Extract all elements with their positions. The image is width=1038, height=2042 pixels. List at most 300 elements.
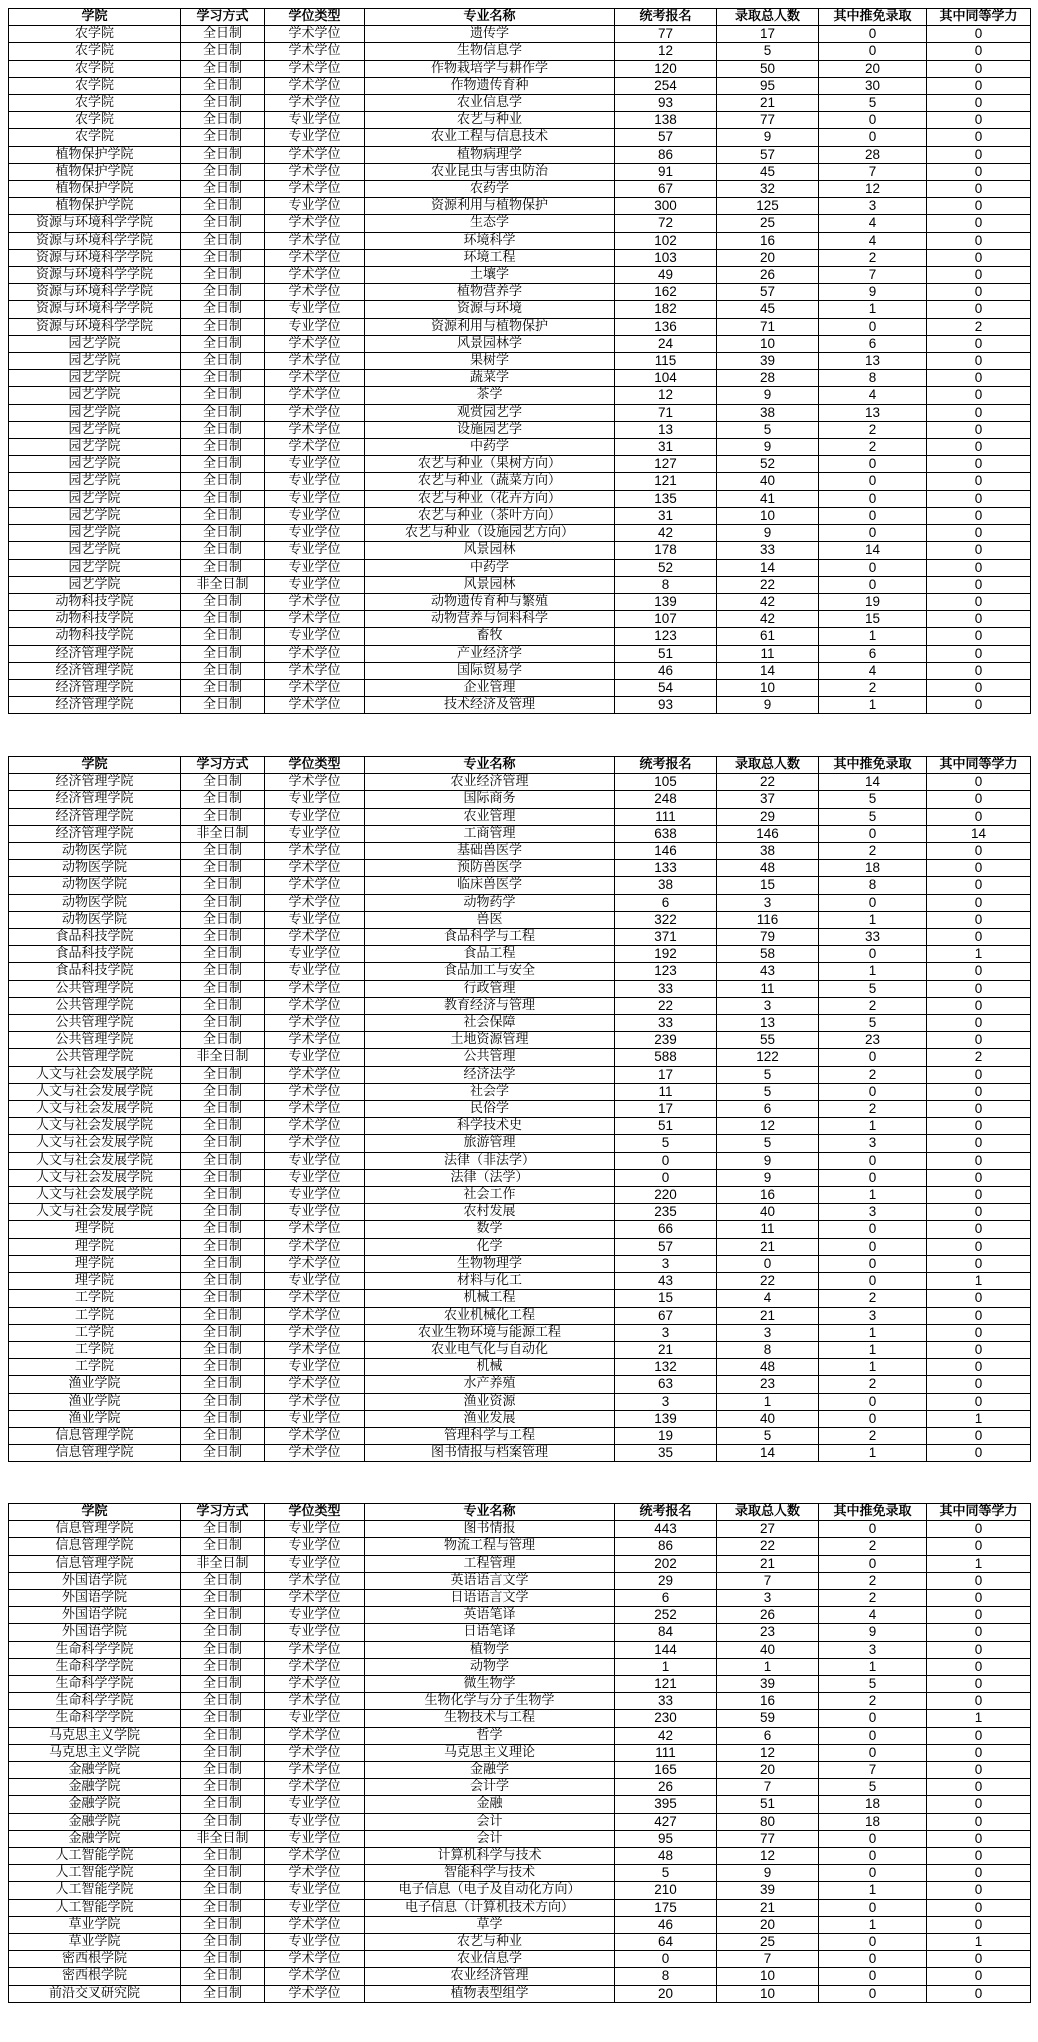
study-mode-cell: 全日制 — [181, 997, 265, 1014]
major-name-cell: 土地资源管理 — [365, 1032, 615, 1049]
table-row — [9, 1985, 1031, 2002]
degree-type-cell: 学术学位 — [265, 662, 365, 679]
study-mode-cell: 非全日制 — [181, 576, 265, 593]
college-cell: 资源与环境科学学院 — [9, 215, 181, 232]
table-row — [9, 1624, 1031, 1641]
equivalent-cell: 0 — [927, 1538, 1031, 1555]
study-mode-cell: 全日制 — [181, 181, 265, 198]
admission-table-3 — [8, 1503, 1031, 2003]
major-name-cell: 环境工程 — [365, 249, 615, 266]
recommended-cell: 5 — [819, 791, 927, 808]
table-row — [9, 1015, 1031, 1032]
admitted-total-cell: 125 — [717, 198, 819, 215]
admitted-total-cell: 77 — [717, 112, 819, 129]
major-name-cell: 生物信息学 — [365, 43, 615, 60]
college-cell: 公共管理学院 — [9, 997, 181, 1014]
table-row — [9, 1848, 1031, 1865]
applicants-cell: 107 — [615, 611, 717, 628]
major-name-cell: 智能科学与技术 — [365, 1865, 615, 1882]
study-mode-cell: 全日制 — [181, 1135, 265, 1152]
equivalent-cell: 0 — [927, 1187, 1031, 1204]
admitted-total-cell: 26 — [717, 267, 819, 284]
applicants-cell: 35 — [615, 1445, 717, 1462]
major-name-cell: 社会保障 — [365, 1015, 615, 1032]
recommended-cell: 4 — [819, 662, 927, 679]
major-name-cell: 法律（法学） — [365, 1169, 615, 1186]
recommended-cell: 0 — [819, 1934, 927, 1951]
applicants-cell: 15 — [615, 1290, 717, 1307]
table-block-1 — [8, 8, 1030, 714]
major-name-cell: 机械工程 — [365, 1290, 615, 1307]
table-row — [9, 1968, 1031, 1985]
degree-type-cell: 专业学位 — [265, 1538, 365, 1555]
study-mode-cell: 全日制 — [181, 490, 265, 507]
study-mode-cell: 全日制 — [181, 1934, 265, 1951]
applicants-cell: 8 — [615, 1968, 717, 1985]
applicants-cell: 395 — [615, 1796, 717, 1813]
equivalent-cell: 0 — [927, 95, 1031, 112]
study-mode-cell: 全日制 — [181, 662, 265, 679]
applicants-cell: 46 — [615, 1916, 717, 1933]
college-cell: 公共管理学院 — [9, 980, 181, 997]
column-header-degree-type: 学位类型 — [265, 9, 365, 26]
major-name-cell: 环境科学 — [365, 232, 615, 249]
degree-type-cell: 专业学位 — [265, 473, 365, 490]
table-row — [9, 1359, 1031, 1376]
table-row — [9, 232, 1031, 249]
study-mode-cell: 全日制 — [181, 1015, 265, 1032]
recommended-cell: 0 — [819, 1521, 927, 1538]
college-cell: 工学院 — [9, 1324, 181, 1341]
column-header-college: 学院 — [9, 9, 181, 26]
recommended-cell: 18 — [819, 1813, 927, 1830]
college-cell: 植物保护学院 — [9, 163, 181, 180]
major-name-cell: 微生物学 — [365, 1676, 615, 1693]
table-row — [9, 77, 1031, 94]
admitted-total-cell: 7 — [717, 1572, 819, 1589]
degree-type-cell: 学术学位 — [265, 1676, 365, 1693]
major-name-cell: 日语语言文学 — [365, 1590, 615, 1607]
equivalent-cell: 0 — [927, 267, 1031, 284]
study-mode-cell: 全日制 — [181, 774, 265, 791]
admitted-total-cell: 5 — [717, 43, 819, 60]
admitted-total-cell: 9 — [717, 1865, 819, 1882]
study-mode-cell: 全日制 — [181, 95, 265, 112]
degree-type-cell: 学术学位 — [265, 249, 365, 266]
college-cell: 人文与社会发展学院 — [9, 1101, 181, 1118]
recommended-cell: 33 — [819, 929, 927, 946]
admitted-total-cell: 33 — [717, 542, 819, 559]
applicants-cell: 239 — [615, 1032, 717, 1049]
major-name-cell: 管理科学与工程 — [365, 1427, 615, 1444]
equivalent-cell: 0 — [927, 181, 1031, 198]
study-mode-cell: 全日制 — [181, 129, 265, 146]
college-cell: 信息管理学院 — [9, 1427, 181, 1444]
degree-type-cell: 学术学位 — [265, 146, 365, 163]
applicants-cell: 51 — [615, 645, 717, 662]
table-row — [9, 1118, 1031, 1135]
recommended-cell: 2 — [819, 1590, 927, 1607]
study-mode-cell: 全日制 — [181, 1762, 265, 1779]
admitted-total-cell: 9 — [717, 697, 819, 714]
study-mode-cell: 全日制 — [181, 1341, 265, 1358]
study-mode-cell: 全日制 — [181, 1985, 265, 2002]
equivalent-cell: 0 — [927, 1290, 1031, 1307]
recommended-cell: 12 — [819, 181, 927, 198]
degree-type-cell: 专业学位 — [265, 1813, 365, 1830]
table-row — [9, 645, 1031, 662]
admitted-total-cell: 6 — [717, 1101, 819, 1118]
study-mode-cell: 全日制 — [181, 112, 265, 129]
degree-type-cell: 学术学位 — [265, 877, 365, 894]
recommended-cell: 3 — [819, 1204, 927, 1221]
study-mode-cell: 全日制 — [181, 1521, 265, 1538]
study-mode-cell: 全日制 — [181, 43, 265, 60]
degree-type-cell: 学术学位 — [265, 1951, 365, 1968]
table-row — [9, 911, 1031, 928]
applicants-cell: 5 — [615, 1865, 717, 1882]
college-cell: 人文与社会发展学院 — [9, 1118, 181, 1135]
applicants-cell: 17 — [615, 1066, 717, 1083]
equivalent-cell: 0 — [927, 1359, 1031, 1376]
equivalent-cell: 1 — [927, 1273, 1031, 1290]
admitted-total-cell: 50 — [717, 60, 819, 77]
college-cell: 生命科学学院 — [9, 1676, 181, 1693]
applicants-cell: 123 — [615, 628, 717, 645]
recommended-cell: 4 — [819, 232, 927, 249]
degree-type-cell: 专业学位 — [265, 490, 365, 507]
equivalent-cell: 0 — [927, 370, 1031, 387]
column-header-recommended: 其中推免录取 — [819, 757, 927, 774]
applicants-cell: 210 — [615, 1882, 717, 1899]
equivalent-cell: 0 — [927, 77, 1031, 94]
table-row — [9, 129, 1031, 146]
recommended-cell: 0 — [819, 318, 927, 335]
admitted-total-cell: 12 — [717, 1744, 819, 1761]
recommended-cell: 0 — [819, 1083, 927, 1100]
study-mode-cell: 全日制 — [181, 1848, 265, 1865]
study-mode-cell: 全日制 — [181, 1083, 265, 1100]
table-row — [9, 318, 1031, 335]
major-name-cell: 教育经济与管理 — [365, 997, 615, 1014]
major-name-cell: 农业昆虫与害虫防治 — [365, 163, 615, 180]
applicants-cell: 19 — [615, 1427, 717, 1444]
recommended-cell: 0 — [819, 1848, 927, 1865]
equivalent-cell: 0 — [927, 662, 1031, 679]
equivalent-cell: 0 — [927, 1238, 1031, 1255]
admitted-total-cell: 9 — [717, 129, 819, 146]
admitted-total-cell: 61 — [717, 628, 819, 645]
major-name-cell: 金融 — [365, 1796, 615, 1813]
degree-type-cell: 学术学位 — [265, 774, 365, 791]
admitted-total-cell: 12 — [717, 1118, 819, 1135]
table-row — [9, 1693, 1031, 1710]
study-mode-cell: 全日制 — [181, 1290, 265, 1307]
college-cell: 工学院 — [9, 1341, 181, 1358]
major-name-cell: 农业生物环境与能源工程 — [365, 1324, 615, 1341]
degree-type-cell: 专业学位 — [265, 576, 365, 593]
degree-type-cell: 学术学位 — [265, 980, 365, 997]
equivalent-cell: 0 — [927, 1324, 1031, 1341]
degree-type-cell: 学术学位 — [265, 284, 365, 301]
applicants-cell: 43 — [615, 1273, 717, 1290]
applicants-cell: 133 — [615, 860, 717, 877]
table-header-row — [9, 757, 1031, 774]
college-cell: 人工智能学院 — [9, 1899, 181, 1916]
degree-type-cell: 专业学位 — [265, 946, 365, 963]
college-cell: 资源与环境科学学院 — [9, 318, 181, 335]
study-mode-cell: 全日制 — [181, 1607, 265, 1624]
equivalent-cell: 0 — [927, 1204, 1031, 1221]
admitted-total-cell: 5 — [717, 421, 819, 438]
recommended-cell: 28 — [819, 146, 927, 163]
study-mode-cell: 全日制 — [181, 387, 265, 404]
equivalent-cell: 0 — [927, 963, 1031, 980]
major-name-cell: 植物病理学 — [365, 146, 615, 163]
applicants-cell: 123 — [615, 963, 717, 980]
college-cell: 农学院 — [9, 43, 181, 60]
study-mode-cell: 全日制 — [181, 860, 265, 877]
degree-type-cell: 学术学位 — [265, 1032, 365, 1049]
major-name-cell: 计算机科学与技术 — [365, 1848, 615, 1865]
applicants-cell: 1 — [615, 1658, 717, 1675]
applicants-cell: 33 — [615, 1693, 717, 1710]
major-name-cell: 基础兽医学 — [365, 843, 615, 860]
table-row — [9, 387, 1031, 404]
degree-type-cell: 专业学位 — [265, 791, 365, 808]
equivalent-cell: 0 — [927, 1744, 1031, 1761]
equivalent-cell: 0 — [927, 1066, 1031, 1083]
recommended-cell: 5 — [819, 1676, 927, 1693]
column-header-degree-type: 学位类型 — [265, 757, 365, 774]
table-row — [9, 1187, 1031, 1204]
study-mode-cell: 全日制 — [181, 1572, 265, 1589]
major-name-cell: 科学技术史 — [365, 1118, 615, 1135]
equivalent-cell: 2 — [927, 318, 1031, 335]
equivalent-cell: 0 — [927, 1169, 1031, 1186]
degree-type-cell: 学术学位 — [265, 95, 365, 112]
equivalent-cell: 0 — [927, 877, 1031, 894]
admitted-total-cell: 48 — [717, 1359, 819, 1376]
admitted-total-cell: 79 — [717, 929, 819, 946]
applicants-cell: 120 — [615, 60, 717, 77]
study-mode-cell: 全日制 — [181, 1238, 265, 1255]
table-row — [9, 576, 1031, 593]
recommended-cell: 30 — [819, 77, 927, 94]
major-name-cell: 农艺与种业（果树方向） — [365, 456, 615, 473]
major-name-cell: 蔬菜学 — [365, 370, 615, 387]
applicants-cell: 371 — [615, 929, 717, 946]
major-name-cell: 农艺与种业（设施园艺方向） — [365, 525, 615, 542]
study-mode-cell: 全日制 — [181, 791, 265, 808]
recommended-cell: 1 — [819, 301, 927, 318]
recommended-cell: 2 — [819, 1538, 927, 1555]
degree-type-cell: 学术学位 — [265, 1985, 365, 2002]
study-mode-cell: 全日制 — [181, 232, 265, 249]
admitted-total-cell: 15 — [717, 877, 819, 894]
recommended-cell: 0 — [819, 1985, 927, 2002]
degree-type-cell: 学术学位 — [265, 1968, 365, 1985]
major-name-cell: 农业工程与信息技术 — [365, 129, 615, 146]
equivalent-cell: 0 — [927, 559, 1031, 576]
major-name-cell: 风景园林学 — [365, 335, 615, 352]
equivalent-cell: 0 — [927, 1779, 1031, 1796]
table-row — [9, 1555, 1031, 1572]
college-cell: 农学院 — [9, 95, 181, 112]
table-row — [9, 997, 1031, 1014]
table-row — [9, 1307, 1031, 1324]
table-row — [9, 439, 1031, 456]
study-mode-cell: 全日制 — [181, 1066, 265, 1083]
equivalent-cell: 0 — [927, 1882, 1031, 1899]
college-cell: 金融学院 — [9, 1762, 181, 1779]
equivalent-cell: 0 — [927, 997, 1031, 1014]
college-cell: 人文与社会发展学院 — [9, 1169, 181, 1186]
equivalent-cell: 0 — [927, 1830, 1031, 1847]
degree-type-cell: 学术学位 — [265, 1101, 365, 1118]
major-name-cell: 风景园林 — [365, 542, 615, 559]
college-cell: 生命科学学院 — [9, 1693, 181, 1710]
degree-type-cell: 学术学位 — [265, 1135, 365, 1152]
degree-type-cell: 专业学位 — [265, 1710, 365, 1727]
study-mode-cell: 全日制 — [181, 215, 265, 232]
recommended-cell: 4 — [819, 387, 927, 404]
admitted-total-cell: 9 — [717, 387, 819, 404]
applicants-cell: 127 — [615, 456, 717, 473]
degree-type-cell: 学术学位 — [265, 1727, 365, 1744]
degree-type-cell: 专业学位 — [265, 1882, 365, 1899]
applicants-cell: 64 — [615, 1934, 717, 1951]
applicants-cell: 235 — [615, 1204, 717, 1221]
table-row — [9, 1255, 1031, 1272]
degree-type-cell: 学术学位 — [265, 26, 365, 43]
admitted-total-cell: 11 — [717, 645, 819, 662]
major-name-cell: 农艺与种业（花卉方向） — [365, 490, 615, 507]
degree-type-cell: 学术学位 — [265, 163, 365, 180]
applicants-cell: 3 — [615, 1324, 717, 1341]
college-cell: 前沿交叉研究院 — [9, 1985, 181, 2002]
admitted-total-cell: 23 — [717, 1376, 819, 1393]
admitted-total-cell: 11 — [717, 1221, 819, 1238]
equivalent-cell: 0 — [927, 387, 1031, 404]
degree-type-cell: 学术学位 — [265, 1221, 365, 1238]
table-row — [9, 1607, 1031, 1624]
admitted-total-cell: 25 — [717, 215, 819, 232]
equivalent-cell: 0 — [927, 860, 1031, 877]
equivalent-cell: 0 — [927, 163, 1031, 180]
major-name-cell: 英语语言文学 — [365, 1572, 615, 1589]
college-cell: 园艺学院 — [9, 370, 181, 387]
degree-type-cell: 学术学位 — [265, 997, 365, 1014]
applicants-cell: 33 — [615, 1015, 717, 1032]
degree-type-cell: 学术学位 — [265, 679, 365, 696]
admitted-total-cell: 1 — [717, 1393, 819, 1410]
study-mode-cell: 全日制 — [181, 843, 265, 860]
recommended-cell: 3 — [819, 198, 927, 215]
applicants-cell: 33 — [615, 980, 717, 997]
recommended-cell: 1 — [819, 1882, 927, 1899]
recommended-cell: 0 — [819, 1049, 927, 1066]
table-row — [9, 1538, 1031, 1555]
major-name-cell: 图书情报与档案管理 — [365, 1445, 615, 1462]
equivalent-cell: 0 — [927, 335, 1031, 352]
equivalent-cell: 0 — [927, 1899, 1031, 1916]
college-cell: 外国语学院 — [9, 1624, 181, 1641]
college-cell: 园艺学院 — [9, 525, 181, 542]
admitted-total-cell: 21 — [717, 1555, 819, 1572]
degree-type-cell: 学术学位 — [265, 1015, 365, 1032]
equivalent-cell: 2 — [927, 1049, 1031, 1066]
admitted-total-cell: 22 — [717, 774, 819, 791]
table-row — [9, 1916, 1031, 1933]
recommended-cell: 23 — [819, 1032, 927, 1049]
admitted-total-cell: 21 — [717, 1307, 819, 1324]
major-name-cell: 资源利用与植物保护 — [365, 198, 615, 215]
applicants-cell: 427 — [615, 1813, 717, 1830]
major-name-cell: 农业管理 — [365, 808, 615, 825]
study-mode-cell: 全日制 — [181, 1779, 265, 1796]
study-mode-cell: 全日制 — [181, 1865, 265, 1882]
degree-type-cell: 学术学位 — [265, 1445, 365, 1462]
college-cell: 人工智能学院 — [9, 1882, 181, 1899]
table-row — [9, 946, 1031, 963]
table-row — [9, 525, 1031, 542]
table-row — [9, 697, 1031, 714]
admitted-total-cell: 10 — [717, 679, 819, 696]
admitted-total-cell: 41 — [717, 490, 819, 507]
equivalent-cell: 0 — [927, 645, 1031, 662]
table-row — [9, 1658, 1031, 1675]
study-mode-cell: 全日制 — [181, 1118, 265, 1135]
study-mode-cell: 全日制 — [181, 439, 265, 456]
equivalent-cell: 0 — [927, 1152, 1031, 1169]
major-name-cell: 作物栽培学与耕作学 — [365, 60, 615, 77]
equivalent-cell: 0 — [927, 1624, 1031, 1641]
applicants-cell: 104 — [615, 370, 717, 387]
recommended-cell: 14 — [819, 542, 927, 559]
recommended-cell: 0 — [819, 1744, 927, 1761]
admitted-total-cell: 3 — [717, 894, 819, 911]
table-row — [9, 1049, 1031, 1066]
table-row — [9, 542, 1031, 559]
admitted-total-cell: 3 — [717, 1590, 819, 1607]
college-cell: 金融学院 — [9, 1796, 181, 1813]
recommended-cell: 2 — [819, 843, 927, 860]
major-name-cell: 茶学 — [365, 387, 615, 404]
equivalent-cell: 0 — [927, 808, 1031, 825]
college-cell: 经济管理学院 — [9, 791, 181, 808]
study-mode-cell: 全日制 — [181, 284, 265, 301]
applicants-cell: 0 — [615, 1169, 717, 1186]
table-row — [9, 146, 1031, 163]
table-row — [9, 825, 1031, 842]
admitted-total-cell: 40 — [717, 1204, 819, 1221]
major-name-cell: 农业信息学 — [365, 1951, 615, 1968]
recommended-cell: 9 — [819, 284, 927, 301]
college-cell: 经济管理学院 — [9, 697, 181, 714]
recommended-cell: 0 — [819, 1393, 927, 1410]
applicants-cell: 220 — [615, 1187, 717, 1204]
college-cell: 动物科技学院 — [9, 611, 181, 628]
equivalent-cell: 0 — [927, 1796, 1031, 1813]
table-row — [9, 112, 1031, 129]
college-cell: 动物科技学院 — [9, 628, 181, 645]
major-name-cell: 中药学 — [365, 439, 615, 456]
equivalent-cell: 0 — [927, 1658, 1031, 1675]
table-row — [9, 860, 1031, 877]
admitted-total-cell: 9 — [717, 525, 819, 542]
table-row — [9, 1779, 1031, 1796]
